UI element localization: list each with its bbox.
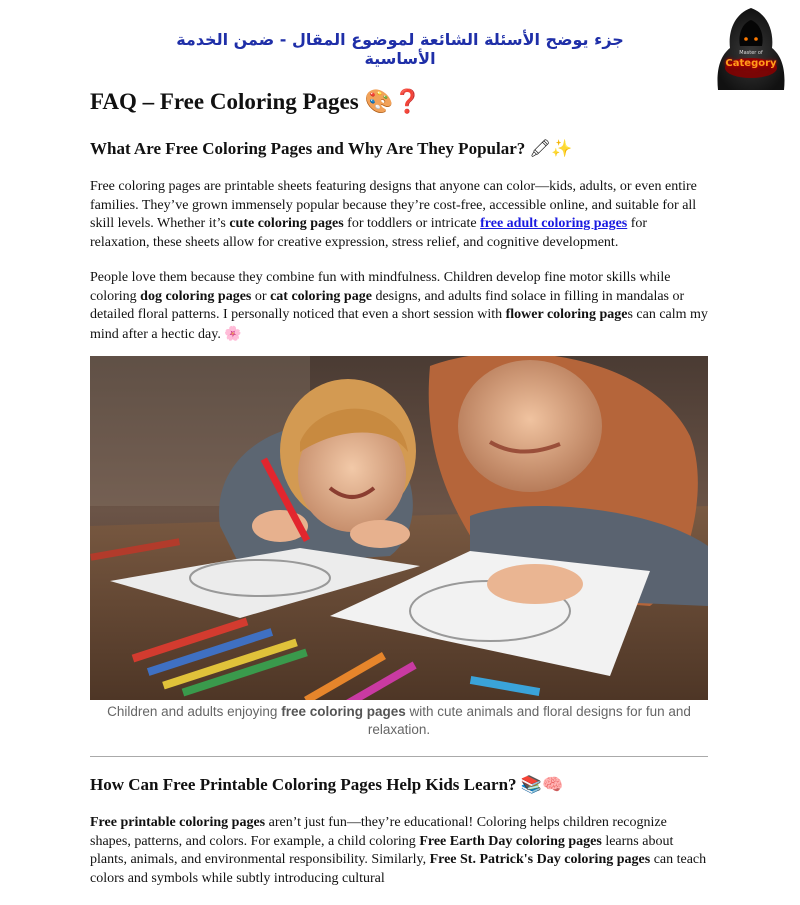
coloring-photo xyxy=(90,356,708,700)
logo-brand-text: Category xyxy=(725,58,777,69)
section-divider xyxy=(90,756,708,757)
free-adult-coloring-pages-link[interactable]: free adult coloring pages xyxy=(480,216,628,231)
site-logo[interactable] xyxy=(712,6,790,92)
faq-question-1: What Are Free Coloring Pages and Why Are They Popular? 🖍✨ xyxy=(90,139,573,159)
header-banner: جزء يوضح الأسئلة الشائعة لموضوع المقال - ضمن الخدمة الأساسية xyxy=(176,30,624,68)
photo-caption: Children and adults enjoying free coloring pages with cute animals and floral designs for fun and relaxation. xyxy=(107,704,691,737)
faq-answer-1-paragraph-2: People love them because they combine fun with mindfulness. Children develop fine motor skills while coloring dog coloring pages or cat coloring page designs, and adults find solace in filling in mandalas or detailed floral patterns. I personally noticed that even a short session with flower coloring pages can calm my mind after a hectic day. 🌸 xyxy=(90,270,708,342)
article-title: FAQ – Free Coloring Pages 🎨❓ xyxy=(90,89,422,115)
palette-question-emoji: 🎨❓ xyxy=(364,89,422,115)
article-content xyxy=(90,82,708,888)
logo-small-text: Master of xyxy=(739,50,763,56)
faq-answer-2-paragraph-1: Free printable coloring pages aren’t just fun—they’re educational! Coloring helps children recognize shapes, patterns, and colors. For example, a child coloring Free Earth Day coloring pages learns about plants, animals, and environmental responsibility. Similarly, Free St. Patrick's Day coloring pages can teach colors and symbols while subtly introducing cultural xyxy=(90,815,707,886)
crayon-sparkles-emoji: 🖍✨ xyxy=(529,139,573,159)
faq-answer-1-paragraph-1: Free coloring pages are printable sheets featuring designs that anyone can color—kids, adults, or even entire families. They’ve grown immensely popular because they’re cost-free, accessible online, and suitable for all skill levels. Whether it’s cute coloring pages for toddlers or intricate free adult coloring pages for relaxation, these sheets allow for creative expression, stress relief, and cognitive development. xyxy=(90,179,697,250)
hooded-figure-icon xyxy=(712,6,790,92)
faq-question-2: How Can Free Printable Coloring Pages Help Kids Learn? 📚🧠 xyxy=(90,775,564,795)
books-brain-emoji: 📚🧠 xyxy=(520,775,564,795)
flower-emoji: 🌸 xyxy=(224,325,242,342)
